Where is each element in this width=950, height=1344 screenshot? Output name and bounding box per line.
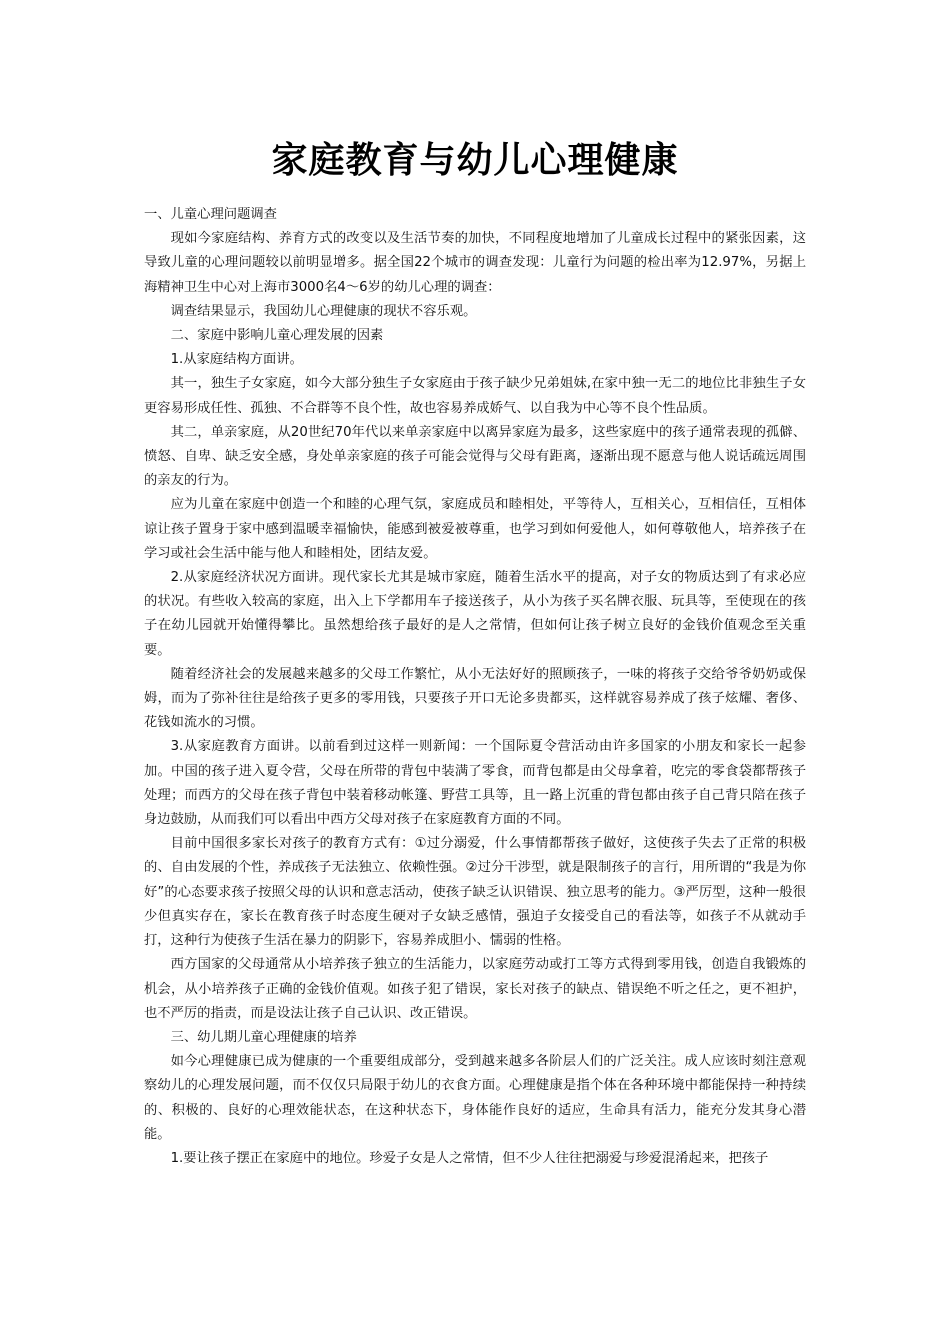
body-paragraph: 西方国家的父母通常从小培养孩子独立的生活能力，以家庭劳动或打工等方式得到零用钱，创造自我锻炼的机会，从小培养孩子正确的金钱价值观。如孩子犯了错误，家长对孩子的缺点、错误绝不听之任之，更不袒护，也不严厉的指责，而是设法让孩子自己认识、改正错误。 [144,957,806,1021]
document-title: 家庭教育与幼儿心理健康 [271,140,679,181]
section-heading-3: 三、幼儿期儿童心理健康的培养 [170,1029,357,1045]
body-paragraph: 如今心理健康已成为健康的一个重要组成部分，受到越来越多各阶层人们的广泛关注。成人应该时刻注意观察幼儿的心理发展问题，而不仅仅只局限于幼儿的衣食方面。心理健康是指个体在各种环境中都能保持一种持续的、积极的、良好的心理效能状态，在这种状态下，身体能作良好的适应，生命具有活力，能充分发其身心潜能。 [144,1054,806,1142]
document-body [144,203,806,1171]
body-paragraph: 目前中国很多家长对孩子的教育方式有：①过分溺爱，什么事情都帮孩子做好，这使孩子失去了正常的积极的、自由发展的个性，养成孩子无法独立、依赖性强。②过分干涉型，就是限制孩子的言行，用所谓的“我是为你好”的心态要求孩子按照父母的认识和意志活动，使孩子缺乏认识错误、独立思考的能力。③严厉型，这种一般很少但真实存在，家长在教育孩子时态度生硬对子女缺乏感情，强迫子女接受自己的看法等，如孩子不从就动手打，这种行为使孩子生活在暴力的阴影下，容易养成胆小、懦弱的性格。 [144,836,806,949]
body-paragraph: 应为儿童在家庭中创造一个和睦的心理气氛，家庭成员和睦相处，平等待人，互相关心，互相信任，互相体谅让孩子置身于家中感到温暖幸福愉快，能感到被爱被尊重，也学习到如何爱他人，如何尊敬他人，培养孩子在学习或社会生活中能与他人和睦相处，团结友爱。 [144,497,806,561]
body-paragraph: 1.要让孩子摆正在家庭中的地位。珍爱子女是人之常情，但不少人往往把溺爱与珍爱混淆起来，把孩子 [170,1150,769,1166]
body-paragraph: 2.从家庭经济状况方面讲。现代家长尤其是城市家庭，随着生活水平的提高，对子女的物质达到了有求必应的状况。有些收入较高的家庭，出入上下学都用车子接送孩子，从小为孩子买名牌衣服、玩具等，至使现在的孩子在幼儿园就开始懂得攀比。虽然想给孩子最好的是人之常情，但如何让孩子树立良好的金钱价值观念至关重要。 [144,570,806,658]
body-paragraph: 现如今家庭结构、养育方式的改变以及生活节奏的加快，不同程度地增加了儿童成长过程中的紧张因素，这导致儿童的心理问题较以前明显增多。据全国22个城市的调查发现：儿童行为问题的检出率为12.97%，另据上海精神卫生中心对上海市3000名4～6岁的幼儿心理的调查： [144,231,806,295]
section-heading-1: 一、儿童心理问题调查 [144,207,277,222]
body-paragraph: 3.从家庭教育方面讲。以前看到过这样一则新闻：一个国际夏令营活动由许多国家的小朋友和家长一起参加。中国的孩子进入夏令营，父母在所带的背包中装满了零食，而背包都是由父母拿着，吃完的零食袋都帮孩子处理；而西方的父母在孩子背包中装着移动帐篷、野营工具等，且一路上沉重的背包都由孩子自己背只陪在孩子身边鼓励，从而我们可以看出中西方父母对孩子在家庭教育方面的不同。 [144,739,806,828]
body-paragraph: 调查结果显示，我国幼儿心理健康的现状不容乐观。 [170,303,477,319]
body-paragraph: 其二，单亲家庭，从20世纪70年代以来单亲家庭中以离异家庭为最多，这些家庭中的孩子通常表现的孤僻、愤怒、自卑、缺乏安全感，身处单亲家庭的孩子可能会觉得与父母有距离，逐渐出现不愿意与他人说话疏远周围的亲友的行为。 [144,424,806,489]
body-paragraph: 其一，独生子女家庭，如今大部分独生子女家庭由于孩子缺少兄弟姐妹,在家中独一无二的地位比非独生子女更容易形成任性、孤独、不合群等不良个性，故也容易养成娇气、以自我为中心等不良个性品质。 [144,376,806,416]
section-heading-2: 二、家庭中影响儿童心理发展的因素 [170,328,384,344]
subsection-heading: 1.从家庭结构方面讲。 [170,352,303,368]
body-paragraph: 随着经济社会的发展越来越多的父母工作繁忙，从小无法好好的照顾孩子，一味的将孩子交给爷爷奶奶或保姆，而为了弥补往往是给孩子更多的零用钱，只要孩子开口无论多贵都买，这样就容易养成了孩子炫耀、奢侈、花钱如流水的习惯。 [144,666,806,731]
